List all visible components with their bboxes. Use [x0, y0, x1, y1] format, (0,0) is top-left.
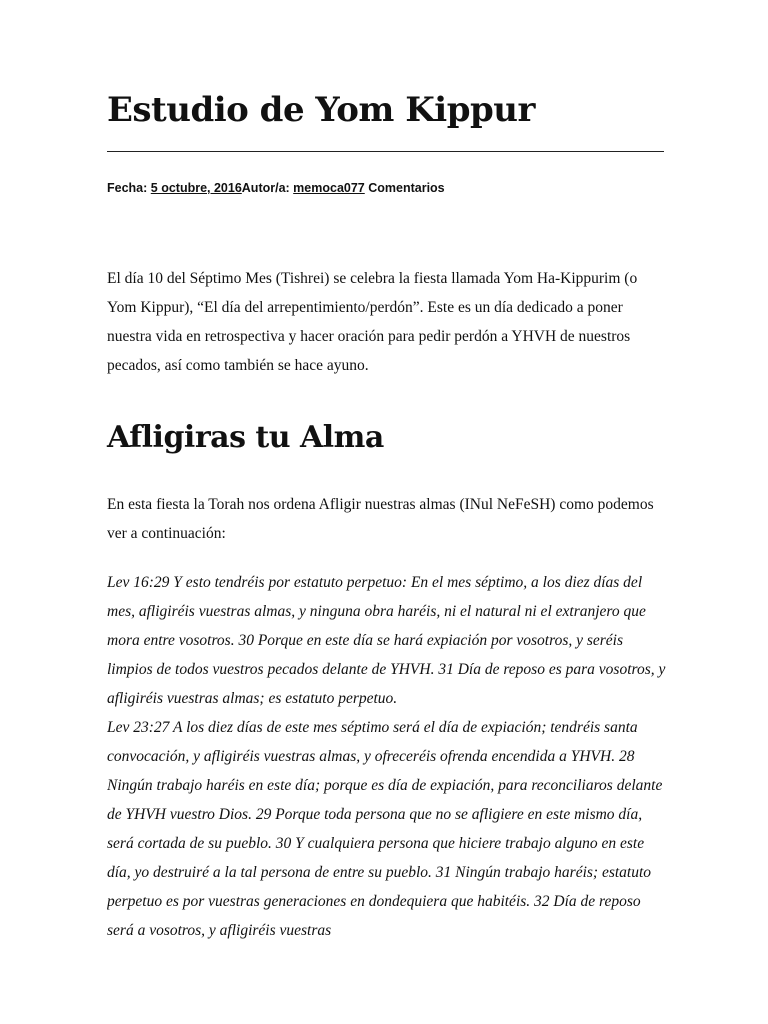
- verse-lev-16: Lev 16:29 Y esto tendréis por estatuto perpetuo: En el mes séptimo, a los diez días del mes, afligiréis vuestras almas, y ninguna obra haréis, ni el natural ni el extranjero que mora entre vosotros. 30 Porque en este día se hará expiación por vosotros, y seréis limpios de todos vuestros pecados delante de YHVH. 31 Día de reposo es para vosotros, y afligiréis vuestras almas; es estatuto perpetuo.: [107, 574, 666, 707]
- page-title: Estudio de Yom Kippur: [107, 90, 535, 130]
- verses-block: [107, 568, 667, 948]
- title-divider: [107, 151, 664, 152]
- lead-paragraph: En esta fiesta la Torah nos ordena Afligir nuestras almas (INul NeFeSH) como podemos ver a continuación:: [107, 496, 654, 542]
- verse-lev-23: Lev 23:27 A los diez días de este mes séptimo será el día de expiación; tendréis santa convocación, y afligiréis vuestras almas, y ofreceréis ofrenda encendida a YHVH. 28 Ningún trabajo haréis en este día; porque es día de expiación, para reconciliaros delante de YHVH vuestro Dios. 29 Porque toda persona que no se afligiere en este mismo día, será cortada de su pueblo. 30 Y cualquiera persona que hiciere trabajo alguno en este día, yo destruiré a la tal persona de entre su pueblo. 31 Ningún trabajo haréis; estatuto perpetuo es por vuestras generaciones en dondequiera que habitéis. 32 Día de reposo será a vosotros, y afligiréis vuestras: [107, 719, 663, 939]
- section-heading: Afligiras tu Alma: [107, 420, 384, 455]
- post-meta: [107, 181, 445, 195]
- author-label: Autor/a:: [241, 181, 294, 195]
- comments-label: Comentarios: [364, 181, 445, 195]
- date-label: Fecha:: [107, 181, 151, 195]
- intro-paragraph: El día 10 del Séptimo Mes (Tishrei) se celebra la fiesta llamada Yom Ha-Kippurim (o Yom Kippur), “El día del arrepentimiento/perdón”. Este es un día dedicado a poner nuestra vida en retrospectiva y hacer oración para pedir perdón a YHVH de nuestros pecados, así como también se hace ayuno.: [107, 270, 638, 374]
- date-link[interactable]: 5 octubre, 2016: [150, 181, 242, 195]
- author-link[interactable]: memoca077: [293, 181, 365, 195]
